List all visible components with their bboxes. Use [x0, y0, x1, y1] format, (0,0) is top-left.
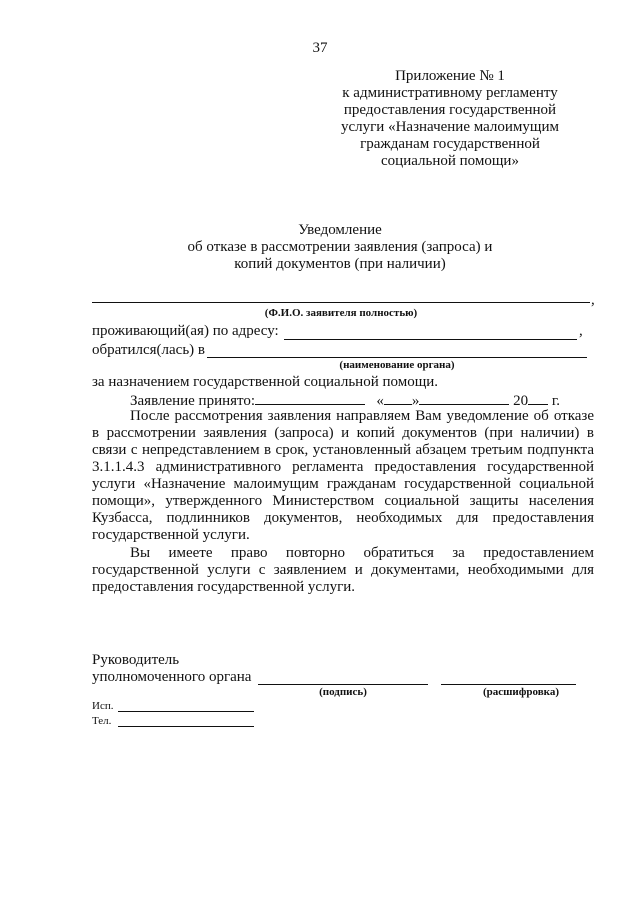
appendix-line: социальной помощи» [381, 153, 519, 169]
accepted-label: Заявление принято: [130, 393, 256, 409]
organ-label: уполномоченного органа [92, 669, 252, 685]
title-line: об отказе в рассмотрении заявления (запроса) и [187, 239, 493, 255]
appendix-line: к административному регламенту [342, 85, 558, 101]
day-field-line [384, 391, 412, 405]
appendix-line: предоставления государственной [343, 102, 557, 118]
address-comma: , [579, 323, 583, 339]
open-quote: « [376, 393, 384, 409]
decode-caption: (расшифровка) [482, 686, 560, 698]
phone-field-line [118, 726, 254, 727]
document-title [100, 222, 580, 273]
decode-field-line [441, 684, 576, 685]
accepted-field-line [255, 391, 365, 405]
fio-comma: , [591, 292, 595, 308]
title-line: копий документов (при наличии) [234, 256, 446, 272]
sign-field-line [258, 684, 428, 685]
fio-line [92, 302, 590, 303]
page-number: 37 [312, 40, 328, 56]
title-line: Уведомление [298, 222, 382, 238]
organ-field-line [207, 357, 587, 358]
phone-label: Тел. [92, 715, 112, 727]
head-label: Руководитель [92, 652, 180, 668]
applied-label: обратился(лась) в [92, 342, 205, 358]
executor-field-line [118, 711, 254, 712]
executor-label: Исп. [92, 700, 114, 712]
close-quote: » [411, 393, 420, 409]
appendix-line: Приложение № 1 [395, 68, 505, 84]
address-label: проживающий(ая) по адресу: [92, 323, 279, 339]
body-paragraph-2: Вы имеете право повторно обратиться за предоставлением государственной услуги с заявлением и документами, необходимыми для предоставления государственной услуги. [92, 545, 594, 595]
month-field-line [419, 391, 509, 405]
year-field-line [528, 391, 548, 405]
appendix-line: гражданам государственной [360, 136, 540, 152]
body-paragraph-1: После рассмотрения заявления направляем Вам уведомление об отказе в рассмотрении заявления (запроса) и копий документов (при наличии) в связи с непредставлением в срок, установленный абзацем третьим подпункта 3.1.1.4.3 административного регламента предоставления государственной услуги «Назначение малоимущим гражданам государственной социальной помощи», утвержденного Министерством социальной защиты населения Кузбасса, подлинников документов, необходимых для предоставления государственной услуги. [92, 408, 594, 543]
fio-caption: (Ф.И.О. заявителя полностью) [264, 307, 418, 319]
organ-caption: (наименование органа) [339, 359, 455, 371]
sign-caption: (подпись) [319, 686, 367, 698]
appendix-block [330, 68, 570, 170]
appendix-line: услуги «Назначение малоимущим [341, 119, 559, 135]
address-field-line [284, 339, 577, 340]
year-suffix: г. [551, 393, 561, 409]
year-prefix: 20 [513, 393, 529, 409]
purpose-text: за назначением государственной социальной помощи. [92, 374, 439, 390]
